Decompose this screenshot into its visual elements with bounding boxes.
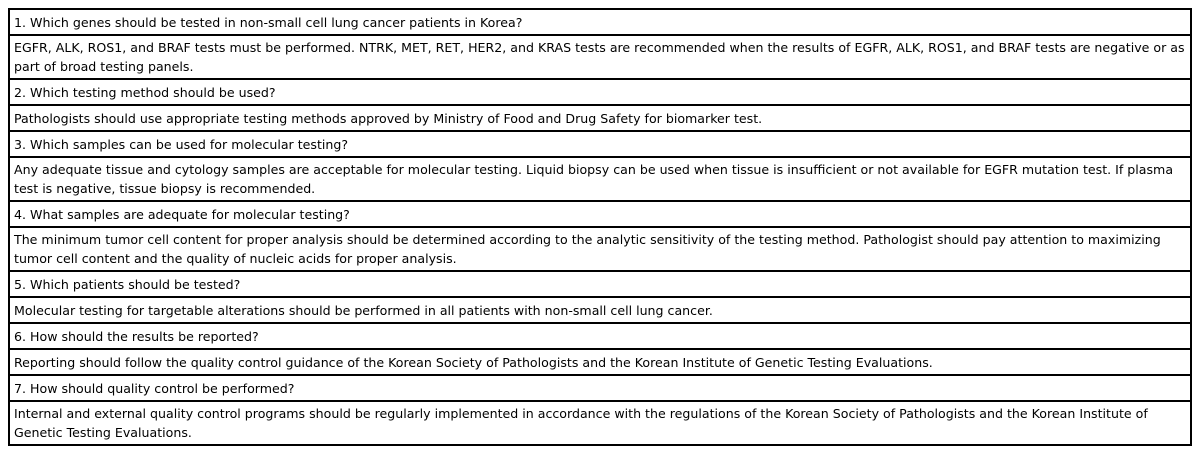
table-row — [9, 375, 1191, 401]
table-row — [9, 349, 1191, 375]
question-cell-3: 3. Which samples can be used for molecular testing? — [9, 131, 1191, 157]
table-row — [9, 271, 1191, 297]
answer-cell-7: Internal and external quality control programs should be regularly implemented in accordance with the regulations of the Korean Society of Pathologists and the Korean Institute of Genetic Testing Evaluations. — [9, 401, 1191, 445]
question-cell-6: 6. How should the results be reported? — [9, 323, 1191, 349]
table-row — [9, 323, 1191, 349]
question-cell-7: 7. How should quality control be performed? — [9, 375, 1191, 401]
table-row — [9, 297, 1191, 323]
question-cell-4: 4. What samples are adequate for molecular testing? — [9, 201, 1191, 227]
qa-table — [8, 8, 1192, 446]
answer-cell-3: Any adequate tissue and cytology samples are acceptable for molecular testing. Liquid biopsy can be used when tissue is insufficient or not available for EGFR mutation test. If plasma test is negative, tissue biopsy is recommended. — [9, 157, 1191, 201]
question-cell-2: 2. Which testing method should be used? — [9, 79, 1191, 105]
table-row — [9, 401, 1191, 445]
answer-cell-5: Molecular testing for targetable alterations should be performed in all patients with non-small cell lung cancer. — [9, 297, 1191, 323]
qa-table-body — [9, 9, 1191, 445]
table-row — [9, 79, 1191, 105]
answer-cell-2: Pathologists should use appropriate testing methods approved by Ministry of Food and Drug Safety for biomarker test. — [9, 105, 1191, 131]
answer-cell-1: EGFR, ALK, ROS1, and BRAF tests must be performed. NTRK, MET, RET, HER2, and KRAS tests are recommended when the results of EGFR, ALK, ROS1, and BRAF tests are negative or as part of broad testing panels. — [9, 35, 1191, 79]
table-row — [9, 201, 1191, 227]
table-row — [9, 105, 1191, 131]
table-row — [9, 35, 1191, 79]
question-cell-5: 5. Which patients should be tested? — [9, 271, 1191, 297]
table-row — [9, 227, 1191, 271]
table-row — [9, 131, 1191, 157]
answer-cell-6: Reporting should follow the quality control guidance of the Korean Society of Pathologists and the Korean Institute of Genetic Testing Evaluations. — [9, 349, 1191, 375]
table-row — [9, 157, 1191, 201]
answer-cell-4: The minimum tumor cell content for proper analysis should be determined according to the analytic sensitivity of the testing method. Pathologist should pay attention to maximizing tumor cell content and the quality of nucleic acids for proper analysis. — [9, 227, 1191, 271]
table-row — [9, 9, 1191, 35]
question-cell-1: 1. Which genes should be tested in non-small cell lung cancer patients in Korea? — [9, 9, 1191, 35]
